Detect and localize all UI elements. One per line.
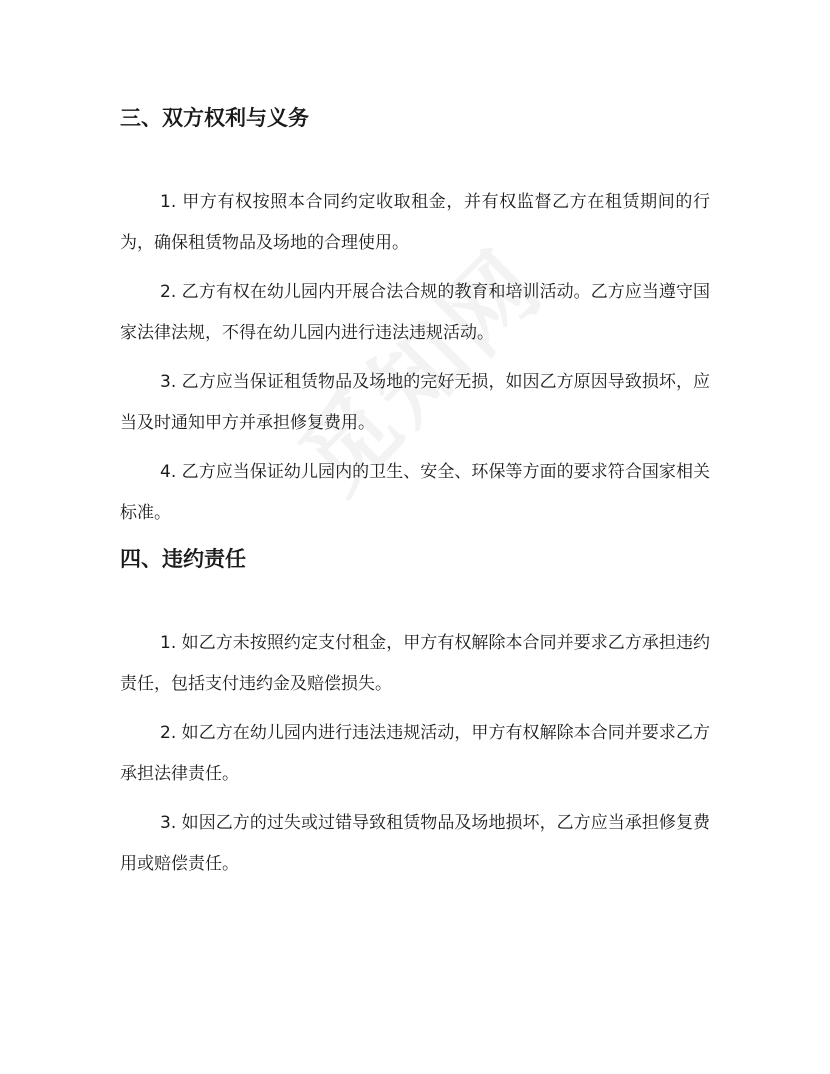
section-rights-obligations (120, 103, 710, 534)
paragraph: 1. 甲方有权按照本合同约定收取租金，并有权监督乙方在租赁期间的行为，确保租赁物品及场地的合理使用。 (120, 192, 710, 253)
paragraph: 4. 乙方应当保证幼儿园内的卫生、安全、环保等方面的要求符合国家相关标准。 (120, 462, 710, 523)
paragraph: 3. 如因乙方的过失或过错导致租赁物品及场地损坏，乙方应当承担修复费用或赔偿责任。 (120, 813, 710, 874)
paragraph: 1. 如乙方未按照约定支付租金，甲方有权解除本合同并要求乙方承担违约责任，包括支付违约金及赔偿损失。 (120, 633, 710, 694)
paragraph: 3. 乙方应当保证租赁物品及场地的完好无损，如因乙方原因导致损坏，应当及时通知甲方并承担修复费用。 (120, 372, 710, 433)
section-heading: 三、双方权利与义务 (120, 106, 309, 130)
paragraph: 2. 乙方有权在幼儿园内开展合法合规的教育和培训活动。乙方应当遵守国家法律法规，不得在幼儿园内进行违法违规活动。 (120, 282, 710, 343)
paragraph: 2. 如乙方在幼儿园内进行违法违规活动，甲方有权解除本合同并要求乙方承担法律责任。 (120, 723, 710, 784)
section-heading: 四、违约责任 (120, 547, 246, 571)
section-liability (120, 544, 710, 885)
